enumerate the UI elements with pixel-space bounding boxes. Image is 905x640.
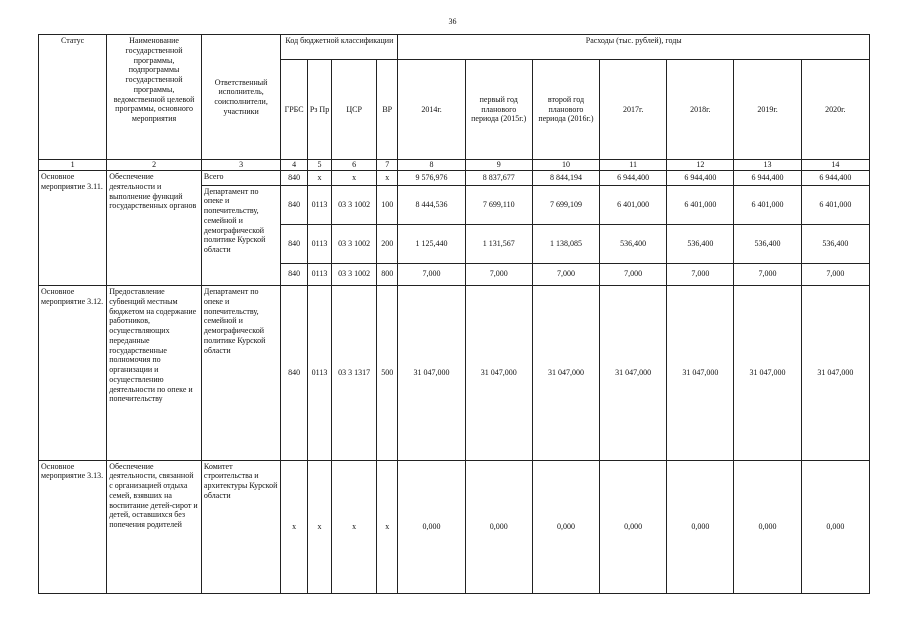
cell-grbs: х — [281, 460, 307, 593]
cell-value: 7,000 — [600, 263, 667, 286]
cell-value: 8 837,677 — [465, 171, 532, 185]
header-2019: 2019г. — [734, 59, 801, 160]
cell-value: 1 131,567 — [465, 224, 532, 263]
header-code-group: Код бюджетной классификации — [281, 35, 398, 60]
cell-value: 0,000 — [667, 460, 734, 593]
column-number: 11 — [600, 160, 667, 171]
cell-value: 0,000 — [801, 460, 869, 593]
cell-value: 6 944,400 — [801, 171, 869, 185]
cell-rzpr: 0113 — [307, 185, 331, 224]
row-status: Основное мероприятие 3.13. — [39, 460, 107, 593]
budget-table — [38, 34, 870, 594]
cell-rzpr: 0113 — [307, 224, 331, 263]
row-executor: Всего — [201, 171, 280, 185]
column-number: 12 — [667, 160, 734, 171]
column-number: 3 — [201, 160, 280, 171]
row-name: Обеспечение деятельности и выполнение функций государственных органов — [107, 171, 202, 286]
table-row — [39, 171, 870, 185]
cell-value: 31 047,000 — [398, 286, 465, 460]
header-first-plan-year: первый год планового периода (2015г.) — [465, 59, 532, 160]
cell-value: 6 401,000 — [667, 185, 734, 224]
cell-value: 536,400 — [734, 224, 801, 263]
cell-grbs: 840 — [281, 185, 307, 224]
cell-value: 6 401,000 — [600, 185, 667, 224]
column-number: 14 — [801, 160, 869, 171]
header-status: Статус — [39, 35, 107, 160]
cell-grbs: 840 — [281, 263, 307, 286]
cell-value: 7,000 — [532, 263, 599, 286]
row-status: Основное мероприятие 3.12. — [39, 286, 107, 460]
cell-csr: 03 3 1317 — [332, 286, 377, 460]
cell-value: 0,000 — [465, 460, 532, 593]
cell-value: 0,000 — [532, 460, 599, 593]
cell-value: 31 047,000 — [667, 286, 734, 460]
cell-value: 7 699,109 — [532, 185, 599, 224]
cell-rzpr: х — [307, 460, 331, 593]
column-number: 2 — [107, 160, 202, 171]
cell-vr: х — [377, 171, 398, 185]
cell-value: 31 047,000 — [734, 286, 801, 460]
cell-rzpr: 0113 — [307, 263, 331, 286]
cell-csr: 03 3 1002 — [332, 224, 377, 263]
cell-value: 8 844,194 — [532, 171, 599, 185]
cell-grbs: 840 — [281, 286, 307, 460]
cell-grbs: 840 — [281, 224, 307, 263]
header-expenses-group: Расходы (тыс. рублей), годы — [398, 35, 870, 60]
cell-vr: 800 — [377, 263, 398, 286]
column-number: 1 — [39, 160, 107, 171]
header-vr: ВР — [377, 59, 398, 160]
column-number: 7 — [377, 160, 398, 171]
cell-value: 1 138,085 — [532, 224, 599, 263]
cell-vr: 100 — [377, 185, 398, 224]
cell-csr: 03 3 1002 — [332, 263, 377, 286]
row-status: Основное мероприятие 3.11. — [39, 171, 107, 286]
cell-value: 7 699,110 — [465, 185, 532, 224]
header-2017: 2017г. — [600, 59, 667, 160]
cell-vr: 200 — [377, 224, 398, 263]
cell-value: 7,000 — [398, 263, 465, 286]
cell-value: 6 401,000 — [801, 185, 869, 224]
cell-value: 0,000 — [600, 460, 667, 593]
header-csr: ЦСР — [332, 59, 377, 160]
cell-value: 6 401,000 — [734, 185, 801, 224]
table-row — [39, 460, 870, 593]
cell-rzpr: х — [307, 171, 331, 185]
cell-csr: 03 3 1002 — [332, 185, 377, 224]
cell-value: 6 944,400 — [667, 171, 734, 185]
table-row — [39, 286, 870, 460]
row-executor: Департамент по опеке и попечительству, семейной и демографической политике Курской области — [201, 286, 280, 460]
column-number: 4 — [281, 160, 307, 171]
column-number: 6 — [332, 160, 377, 171]
cell-value: 7,000 — [801, 263, 869, 286]
cell-value: 536,400 — [801, 224, 869, 263]
column-number: 13 — [734, 160, 801, 171]
cell-value: 536,400 — [600, 224, 667, 263]
cell-vr: 500 — [377, 286, 398, 460]
cell-value: 536,400 — [667, 224, 734, 263]
cell-value: 31 047,000 — [532, 286, 599, 460]
header-rzpr: Рз Пр — [307, 59, 331, 160]
header-2018: 2018г. — [667, 59, 734, 160]
row-name: Предоставление субвенций местным бюджетом на содержание работников, осуществляющих переданные государственные полномочия по организации и осуществлению деятельности по опеке и попечительству — [107, 286, 202, 460]
cell-value: 0,000 — [734, 460, 801, 593]
row-executor: Комитет строительства и архитектуры Курской области — [201, 460, 280, 593]
cell-csr: х — [332, 460, 377, 593]
cell-value: 7,000 — [465, 263, 532, 286]
cell-vr: х — [377, 460, 398, 593]
row-executor: Департамент по опеке и попечительству, семейной и демографической политике Курской области — [201, 185, 280, 286]
header-name: Наименование государственной программы, подпрограммы государственной программы, ведомственной целевой программы, основного мероприятия — [107, 35, 202, 160]
cell-csr: х — [332, 171, 377, 185]
cell-value: 0,000 — [398, 460, 465, 593]
header-second-plan-year: второй год планового периода (2016г.) — [532, 59, 599, 160]
cell-value: 31 047,000 — [801, 286, 869, 460]
cell-value: 31 047,000 — [465, 286, 532, 460]
header-grbs: ГРБС — [281, 59, 307, 160]
header-executor: Ответственный исполнитель, соисполнители, участники — [201, 35, 280, 160]
cell-value: 6 944,400 — [600, 171, 667, 185]
cell-value: 9 576,976 — [398, 171, 465, 185]
cell-grbs: 840 — [281, 171, 307, 185]
cell-value: 7,000 — [667, 263, 734, 286]
row-name: Обеспечение деятельности, связанной с организацией отдыха семей, взявших на воспитание детей-сирот и детей, оставшихся без попечения родителей — [107, 460, 202, 593]
header-row-1 — [39, 35, 870, 60]
cell-value: 8 444,536 — [398, 185, 465, 224]
cell-value: 7,000 — [734, 263, 801, 286]
column-numbers-row — [39, 160, 870, 171]
cell-value: 31 047,000 — [600, 286, 667, 460]
cell-rzpr: 0113 — [307, 286, 331, 460]
column-number: 9 — [465, 160, 532, 171]
cell-value: 6 944,400 — [734, 171, 801, 185]
page-number: 36 — [448, 17, 457, 26]
cell-value: 1 125,440 — [398, 224, 465, 263]
header-2020: 2020г. — [801, 59, 869, 160]
header-2014: 2014г. — [398, 59, 465, 160]
column-number: 5 — [307, 160, 331, 171]
column-number: 10 — [532, 160, 599, 171]
column-number: 8 — [398, 160, 465, 171]
